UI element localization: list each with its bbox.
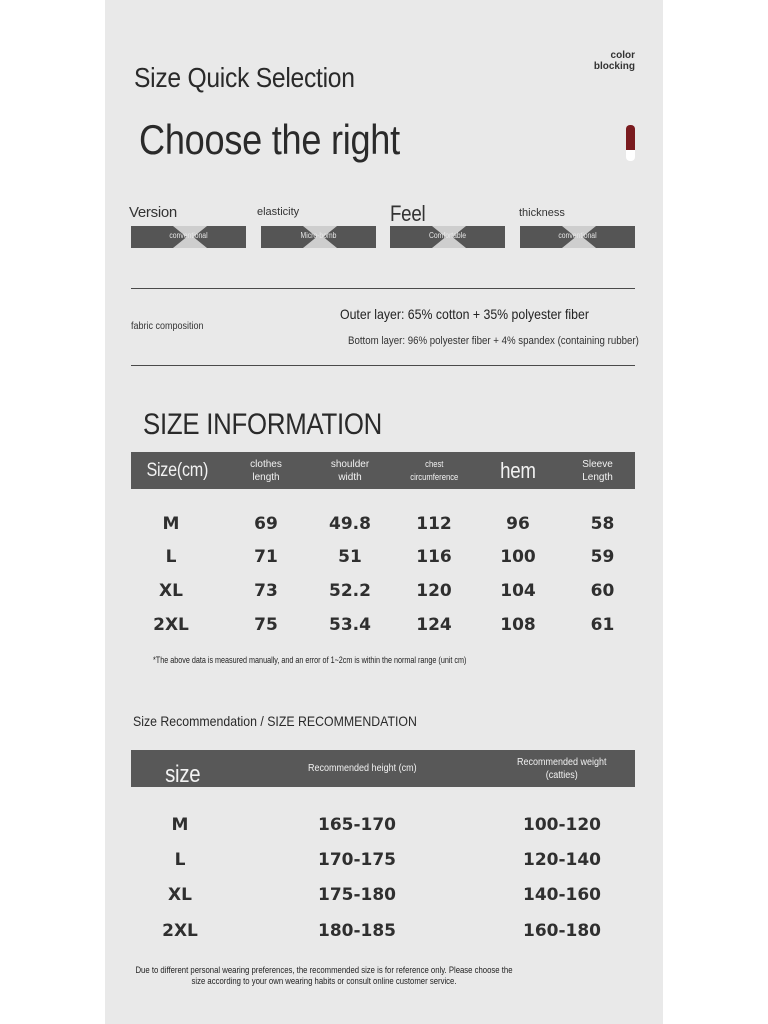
header-clothes-length: clothes length [250, 458, 282, 483]
table-row: L 71 51 116 100 59 [165, 547, 615, 567]
attr-bar-elasticity: Micro-bomb [261, 226, 376, 248]
attr-label-feel: Feel [390, 201, 426, 226]
choose-right-title: Choose the right [139, 116, 400, 163]
header-size: Size(cm) [146, 460, 209, 481]
table-row: M 69 49.8 112 96 58 [162, 514, 615, 534]
attr-label-version: Version [129, 204, 177, 221]
header-hem: hem [500, 458, 536, 483]
attr-label-elasticity: elasticity [257, 206, 300, 218]
measurement-note: *The above data is measured manually, and an error of 1~2cm is within the normal range (unit cm) [153, 655, 467, 665]
size-info-header [131, 452, 635, 489]
header-chest: chest circumference [409, 458, 459, 482]
header-shoulder-width: shoulder width [330, 458, 370, 483]
color-swatch[interactable] [626, 125, 635, 161]
recommendation-header [131, 750, 635, 787]
divider-top [131, 288, 635, 289]
header-recommended-height: Recommended height (cm) [307, 763, 417, 774]
table-row: M 165-170 100-120 [171, 815, 602, 835]
attr-label-thickness: thickness [519, 207, 565, 219]
attr-bar-feel: Comfortable [390, 226, 505, 248]
table-row: 2XL 75 53.4 124 108 61 [153, 615, 615, 635]
fabric-outer-layer: Outer layer: 65% cotton + 35% polyester fiber [340, 306, 589, 322]
quick-selection-title: Size Quick Selection [134, 62, 355, 93]
fabric-label: fabric composition [131, 321, 204, 332]
table-row: L 170-175 120-140 [174, 850, 602, 870]
color-blocking-label: color blocking [593, 50, 635, 72]
fabric-bottom-layer: Bottom layer: 96% polyester fiber + 4% spandex (containing rubber) [348, 335, 639, 347]
color-swatch-red [626, 125, 635, 150]
attr-bar-thickness: conventional [520, 226, 635, 248]
recommendation-disclaimer: Due to different personal wearing preferences, the recommended size is for reference only. Please choose the size according to your own wearing habits or consult online customer service. [135, 965, 513, 986]
divider-bottom [131, 365, 635, 366]
recommendation-title: Size Recommendation / SIZE RECOMMENDATION [133, 713, 417, 729]
color-swatch-white [626, 150, 635, 161]
header-recommended-weight: Recommended weight (catties) [517, 756, 607, 781]
header-size: size [165, 761, 201, 788]
table-row: XL 73 52.2 120 104 60 [159, 581, 615, 601]
attr-bar-version: conventional [131, 226, 246, 248]
header-sleeve-length: Sleeve Length [582, 458, 613, 483]
table-row: 2XL 180-185 160-180 [162, 921, 602, 941]
size-info-title: SIZE INFORMATION [143, 408, 383, 441]
table-row: XL 175-180 140-160 [168, 885, 602, 905]
